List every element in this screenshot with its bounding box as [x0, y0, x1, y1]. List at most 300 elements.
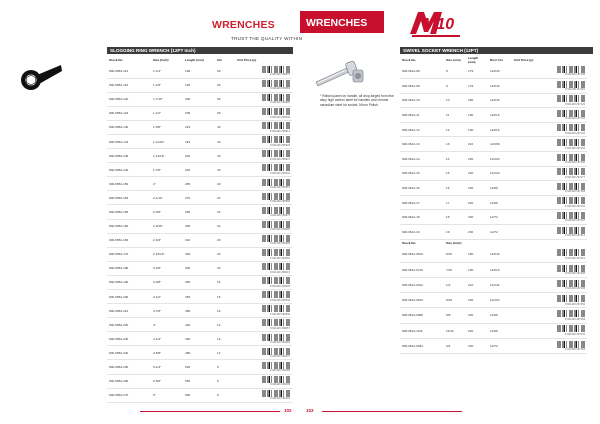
size-cell: 9/16: [444, 293, 466, 308]
size-cell: 16: [444, 181, 466, 196]
barcode-icon: [262, 80, 290, 87]
barcode-cell: [235, 261, 292, 275]
barcode-cell: [512, 64, 587, 79]
barcode-icon: [557, 183, 585, 190]
barcode-cell: [235, 346, 292, 360]
barcode-number: 8 941108 265876: [270, 73, 290, 77]
stock-no-cell: 900-0612-09: [400, 79, 444, 94]
barcode-icon: [557, 197, 585, 204]
size-cell: 5-1/4": [151, 360, 183, 374]
barcode-cell: [235, 78, 292, 92]
stock-no-cell: 900-0612-15: [400, 166, 444, 181]
barcode-cell: [512, 93, 587, 108]
barcode-cell: [512, 195, 587, 210]
barcode-icon: [262, 277, 290, 284]
stock-no-cell: 900-0584-260: [107, 374, 151, 388]
table-row: [107, 177, 292, 191]
barcode-number: 8 941108 266095: [270, 383, 290, 387]
barcode-cell: [235, 120, 292, 134]
barcode-icon: [557, 81, 585, 88]
table-row: [400, 181, 587, 196]
length-cell: 480: [183, 346, 215, 360]
logo-text: M10: [423, 16, 455, 33]
col-unit-price: Unit Price (p): [514, 57, 534, 62]
size-cell: 1-7/16": [151, 92, 183, 106]
barcode-icon: [262, 136, 290, 143]
size-cell: 13: [444, 137, 466, 152]
length-cell: 420: [183, 318, 215, 332]
barcode-number: 8 941108 266057: [270, 326, 290, 330]
size-cell: 3-3/8": [151, 275, 183, 289]
table-row: [107, 233, 292, 247]
feature-description: * Raised-panel on handle, all drop-forged from fine alloy high carbon steel for handles and chrome vanadium steel for socket. Mirror Polish.: [320, 94, 394, 107]
size-cell: 1/2: [444, 278, 466, 293]
stock-no-cell: 900-0584-120: [107, 92, 151, 106]
stock-no-cell: 900-0612-17: [400, 195, 444, 210]
barcode-number: 8 941108 267146: [565, 131, 585, 135]
barcode-number: 8 941108 266071: [270, 355, 290, 359]
barcode-cell: [235, 92, 292, 106]
stock-no-cell: 900-0584-152: [107, 191, 151, 205]
ctn-cell: 12/240: [488, 93, 512, 108]
length-cell: 380: [183, 304, 215, 318]
ctn-cell: 8: [215, 388, 235, 402]
col-box-ctn: Box/ Ctn: [490, 57, 503, 62]
ctn-cell: 60: [215, 106, 235, 120]
table-row: [107, 332, 292, 346]
barcode-number: 8 941108 265920: [270, 143, 290, 147]
stock-no-cell: 900-0584-160: [107, 219, 151, 233]
size-cell: 11: [444, 108, 466, 123]
barcode-number: 8 941108 267184: [565, 190, 585, 194]
barcode-icon: [557, 139, 585, 146]
barcode-icon: [557, 280, 585, 287]
length-cell: 270: [183, 191, 215, 205]
size-cell: 5/8: [444, 308, 466, 323]
length-cell: 220: [466, 152, 488, 167]
barcode-icon: [262, 150, 290, 157]
barcode-cell: [235, 360, 292, 374]
col-length: Length (mm): [468, 55, 479, 64]
barcode-cell: [235, 64, 292, 78]
length-cell: 190: [466, 108, 488, 123]
table-row: [400, 338, 587, 353]
ctn-cell: 12/144: [488, 278, 512, 293]
stock-no-cell: 900-0612-13: [400, 137, 444, 152]
ctn-cell: 12/168: [488, 137, 512, 152]
stock-no-cell: 900-0584-270: [107, 388, 151, 402]
table-row: [400, 262, 587, 277]
length-cell: 300: [183, 219, 215, 233]
length-cell: 330: [183, 261, 215, 275]
barcode-number: 8 941108 265913: [270, 129, 290, 133]
size-cell: 3-1/8": [151, 261, 183, 275]
stock-no-cell: 900-0584-240: [107, 346, 151, 360]
ctn-cell: 12/72: [488, 338, 512, 353]
barcode-icon: [557, 154, 585, 161]
table-row: [400, 166, 587, 181]
col-ctn: Ctn: [217, 57, 223, 62]
barcode-number: 8 941108 265975: [270, 214, 290, 218]
stock-no-cell: 900-0584-136: [107, 149, 151, 163]
barcode-icon: [262, 362, 290, 369]
size-cell: 12: [444, 122, 466, 137]
barcode-number: 8 941108 267191: [565, 204, 585, 208]
length-cell: 180: [466, 93, 488, 108]
barcode-number: 8 941108 267207: [565, 219, 585, 223]
barcode-icon: [557, 325, 585, 332]
size-cell: 5/16: [444, 247, 466, 262]
table-row: [107, 290, 292, 304]
ctn-cell: 12/240: [488, 79, 512, 94]
blank-cell: [512, 239, 587, 247]
barcode-icon: [557, 168, 585, 175]
length-cell: 210: [466, 278, 488, 293]
size-cell: 2": [151, 177, 183, 191]
size-cell: 1-1/4": [151, 64, 183, 78]
table-row: [107, 106, 292, 120]
size-cell: 14: [444, 152, 466, 167]
length-cell: 190: [183, 78, 215, 92]
ctn-cell: 24: [215, 191, 235, 205]
length-cell: 220: [466, 323, 488, 338]
barcode-cell: [235, 106, 292, 120]
ctn-cell: 12: [215, 346, 235, 360]
length-cell: 450: [183, 332, 215, 346]
inch-subheader: [400, 239, 587, 247]
barcode-cell: [512, 247, 587, 262]
stock-no-cell: 900-0612-0058: [400, 308, 444, 323]
slogging-ring-wrench-icon: [18, 63, 62, 95]
size-cell: 3-1/2": [151, 290, 183, 304]
table-row: [107, 388, 292, 402]
barcode-number: 8 941108 265982: [270, 228, 290, 232]
length-cell: 350: [183, 290, 215, 304]
stock-no-cell: 900-0612-18: [400, 210, 444, 225]
table-row: [400, 278, 587, 293]
size-cell: 3/4: [444, 338, 466, 353]
barcode-icon: [557, 341, 585, 348]
barcode-cell: [512, 278, 587, 293]
barcode-icon: [557, 310, 585, 317]
stock-no-cell: 900-0612-14: [400, 152, 444, 167]
stock-no-cell: 900-0584-230: [107, 332, 151, 346]
table-row: [400, 137, 587, 152]
barcode-icon: [262, 193, 290, 200]
barcode-number: 8 941108 265937: [270, 157, 290, 161]
ctn-cell: 12/96: [488, 323, 512, 338]
barcode-cell: [512, 338, 587, 353]
barcode-number: 8 941108 266019: [270, 270, 290, 274]
ctn-cell: 12: [215, 332, 235, 346]
left-page-number: 102: [284, 408, 292, 413]
barcode-cell: [235, 149, 292, 163]
barcode-icon: [262, 207, 290, 214]
barcode-icon: [262, 390, 290, 397]
ctn-cell: 40: [215, 163, 235, 177]
ctn-cell: 12/72: [488, 210, 512, 225]
table-row: [400, 108, 587, 123]
table-row: [107, 360, 292, 374]
blank-cell: [488, 239, 512, 247]
stock-no-cell: 900-0612-0516: [400, 247, 444, 262]
barcode-cell: [512, 108, 587, 123]
table-row: [107, 219, 292, 233]
barcode-cell: [512, 225, 587, 240]
ctn-cell: 12/72: [488, 225, 512, 240]
barcode-cell: [235, 275, 292, 289]
table-row: [107, 78, 292, 92]
length-cell: 205: [183, 106, 215, 120]
ctn-cell: 60: [215, 78, 235, 92]
length-cell: 285: [183, 205, 215, 219]
size-cell: 11/16: [444, 323, 466, 338]
stock-no-cell: 900-0584-190: [107, 275, 151, 289]
size-cell: 15: [444, 166, 466, 181]
barcode-icon: [262, 376, 290, 383]
stock-no-cell: 900-0584-114: [107, 64, 151, 78]
length-cell: 550: [183, 374, 215, 388]
stock-no-cell: 900-0612-10: [400, 93, 444, 108]
stock-no-cell: 900-0584-130: [107, 120, 151, 134]
stock-no-cell: 900-0612-16: [400, 181, 444, 196]
barcode-icon: [262, 179, 290, 186]
table-row: [400, 195, 587, 210]
barcode-number: 8 941108 267252: [565, 302, 585, 306]
barcode-cell: [512, 122, 587, 137]
length-cell: 220: [466, 166, 488, 181]
col-unit-price: Unit Price (p): [237, 57, 257, 62]
barcode-number: 8 941108 267245: [565, 287, 585, 291]
right-footer-line: [322, 411, 462, 412]
size-cell: 1-13/16": [151, 149, 183, 163]
size-cell: 2-1/16": [151, 191, 183, 205]
m10-logo: [408, 8, 468, 38]
stock-no-cell: 900-0584-180: [107, 261, 151, 275]
size-cell: 1-1/8": [151, 78, 183, 92]
barcode-number: 8 941108 266088: [270, 369, 290, 373]
barcode-cell: [512, 308, 587, 323]
table-row: [107, 149, 292, 163]
barcode-cell: [512, 262, 587, 277]
stock-no-cell: 900-0584-116: [107, 78, 151, 92]
table-row: [107, 134, 292, 148]
right-header-title: WRENCHES: [306, 17, 368, 29]
stock-no-cell: 900-0584-140: [107, 163, 151, 177]
ctn-cell: 12/216: [488, 108, 512, 123]
stock-no-cell: 900-0584-166: [107, 233, 151, 247]
barcode-number: 8 941108 267108: [565, 73, 585, 77]
barcode-cell: [235, 318, 292, 332]
barcode-number: 8 941108 265906: [270, 115, 290, 119]
swivel-socket-wrench-icon: [313, 58, 365, 92]
barcode-icon: [557, 249, 585, 256]
table-row: [107, 374, 292, 388]
table-row: [400, 79, 587, 94]
right-spec-table: [400, 55, 587, 354]
length-cell: 265: [183, 177, 215, 191]
stock-no-cell: 900-0612-19: [400, 225, 444, 240]
barcode-cell: [235, 290, 292, 304]
stock-no-cell: 900-0584-170: [107, 247, 151, 261]
stock-no-cell: 900-0612-1116: [400, 323, 444, 338]
barcode-number: 8 941108 267283: [565, 348, 585, 352]
barcode-number: 8 941108 266064: [270, 341, 290, 345]
table-row: [107, 247, 292, 261]
length-cell: 179: [466, 64, 488, 79]
barcode-icon: [262, 249, 290, 256]
barcode-number: 8 941108 265951: [270, 186, 290, 190]
barcode-cell: [235, 388, 292, 402]
col-stock-no: Stock No.: [109, 57, 124, 62]
right-banner: SWIVEL SOCKET WRENCH (12PT): [400, 47, 593, 54]
size-cell: 1-1/2": [151, 106, 183, 120]
table-row: [107, 318, 292, 332]
length-cell: 220: [466, 195, 488, 210]
size-cell: 3-7/8": [151, 304, 183, 318]
right-page-number: 103: [306, 408, 314, 413]
barcode-icon: [262, 263, 290, 270]
ctn-cell: 20: [215, 233, 235, 247]
barcode-cell: [512, 152, 587, 167]
stock-no-cell: 900-0584-200: [107, 290, 151, 304]
left-spec-table: [107, 55, 292, 403]
barcode-icon: [557, 265, 585, 272]
ctn-cell: 40: [215, 120, 235, 134]
size-cell: 7/16: [444, 262, 466, 277]
length-cell: 350: [183, 275, 215, 289]
barcode-cell: [235, 304, 292, 318]
barcode-cell: [235, 163, 292, 177]
ctn-cell: 16: [215, 290, 235, 304]
barcode-cell: [512, 137, 587, 152]
barcode-icon: [262, 348, 290, 355]
barcode-icon: [557, 227, 585, 234]
ctn-cell: 20: [215, 247, 235, 261]
length-cell: 179: [466, 79, 488, 94]
table-row: [400, 152, 587, 167]
size-cell: 2-15/16": [151, 247, 183, 261]
length-cell: 230: [466, 225, 488, 240]
table-row: [400, 247, 587, 262]
barcode-cell: [512, 181, 587, 196]
table-row: [107, 261, 292, 275]
ctn-cell: 8: [215, 360, 235, 374]
stock-no-cell: 900-0612-0012: [400, 278, 444, 293]
barcode-number: 8 941108 267214: [565, 234, 585, 238]
table-row: [107, 92, 292, 106]
table-row: [107, 163, 292, 177]
table-row: [107, 120, 292, 134]
barcode-number: 8 941108 267269: [565, 317, 585, 321]
ctn-cell: 20: [215, 261, 235, 275]
col-stock-no: Stock No.: [402, 57, 417, 62]
ctn-cell: 12/96: [488, 181, 512, 196]
col-size: Size (Inch): [153, 57, 169, 62]
barcode-icon: [262, 319, 290, 326]
stock-no-cell: 900-0612-11: [400, 108, 444, 123]
barcode-number: 8 941108 265968: [270, 200, 290, 204]
length-cell: 590: [183, 388, 215, 402]
barcode-cell: [512, 79, 587, 94]
barcode-cell: [235, 191, 292, 205]
table-row: [107, 346, 292, 360]
barcode-cell: [512, 323, 587, 338]
length-cell: 230: [466, 308, 488, 323]
stock-no-cell: 900-0584-210: [107, 304, 151, 318]
left-banner: SLOGGING RING WRENCH (12PT Inch): [107, 47, 293, 54]
barcode-cell: [235, 332, 292, 346]
size-cell: 1-7/8": [151, 163, 183, 177]
length-cell: 220: [466, 181, 488, 196]
size-cell: 19: [444, 225, 466, 240]
ctn-cell: 12/120: [488, 166, 512, 181]
barcode-icon: [262, 221, 290, 228]
barcode-number: 8 941108 267238: [565, 272, 585, 276]
length-cell: 210: [466, 137, 488, 152]
size-cell: 8: [444, 64, 466, 79]
length-cell: 230: [466, 338, 488, 353]
barcode-number: 8 941108 267139: [565, 117, 585, 121]
blank-cell: [466, 239, 488, 247]
barcode-cell: [235, 247, 292, 261]
barcode-cell: [235, 233, 292, 247]
barcode-icon: [262, 94, 290, 101]
barcode-cell: [512, 210, 587, 225]
table-row: [400, 93, 587, 108]
ctn-cell: 40: [215, 149, 235, 163]
ctn-cell: 40: [215, 134, 235, 148]
ctn-cell: 12/120: [488, 152, 512, 167]
length-cell: 240: [183, 149, 215, 163]
table-row: [400, 308, 587, 323]
stock-no-cell: 900-0612-12: [400, 122, 444, 137]
barcode-icon: [262, 122, 290, 129]
barcode-icon: [262, 164, 290, 171]
stock-no-cell: 900-0612-08: [400, 64, 444, 79]
barcode-icon: [262, 108, 290, 115]
table-row: [107, 64, 292, 78]
length-cell: 220: [466, 293, 488, 308]
ctn-cell: 12: [215, 318, 235, 332]
barcode-number: 8 941108 267153: [565, 146, 585, 150]
length-cell: 240: [183, 163, 215, 177]
ctn-cell: 12/240: [488, 247, 512, 262]
barcode-cell: [235, 219, 292, 233]
barcode-number: 8 941108 265944: [270, 171, 290, 175]
stock-no-cell: 900-0584-122: [107, 106, 151, 120]
ctn-cell: 16: [215, 304, 235, 318]
ctn-cell: 40: [215, 177, 235, 191]
barcode-cell: [235, 374, 292, 388]
stock-no-cell: 900-0584-220: [107, 318, 151, 332]
length-cell: 219: [183, 134, 215, 148]
stock-no-cell: 900-0612-0916: [400, 293, 444, 308]
length-cell: 520: [183, 360, 215, 374]
length-cell: 219: [183, 120, 215, 134]
barcode-icon: [557, 66, 585, 73]
length-cell: 190: [466, 122, 488, 137]
size-cell: 2-3/4": [151, 233, 183, 247]
length-cell: 190: [183, 64, 215, 78]
barcode-number: 8 941108 266033: [270, 298, 290, 302]
barcode-icon: [557, 124, 585, 131]
barcode-icon: [557, 295, 585, 302]
ctn-cell: 24: [215, 205, 235, 219]
barcode-icon: [262, 291, 290, 298]
barcode-number: 8 941108 266002: [270, 256, 290, 260]
length-cell: 320: [183, 247, 215, 261]
